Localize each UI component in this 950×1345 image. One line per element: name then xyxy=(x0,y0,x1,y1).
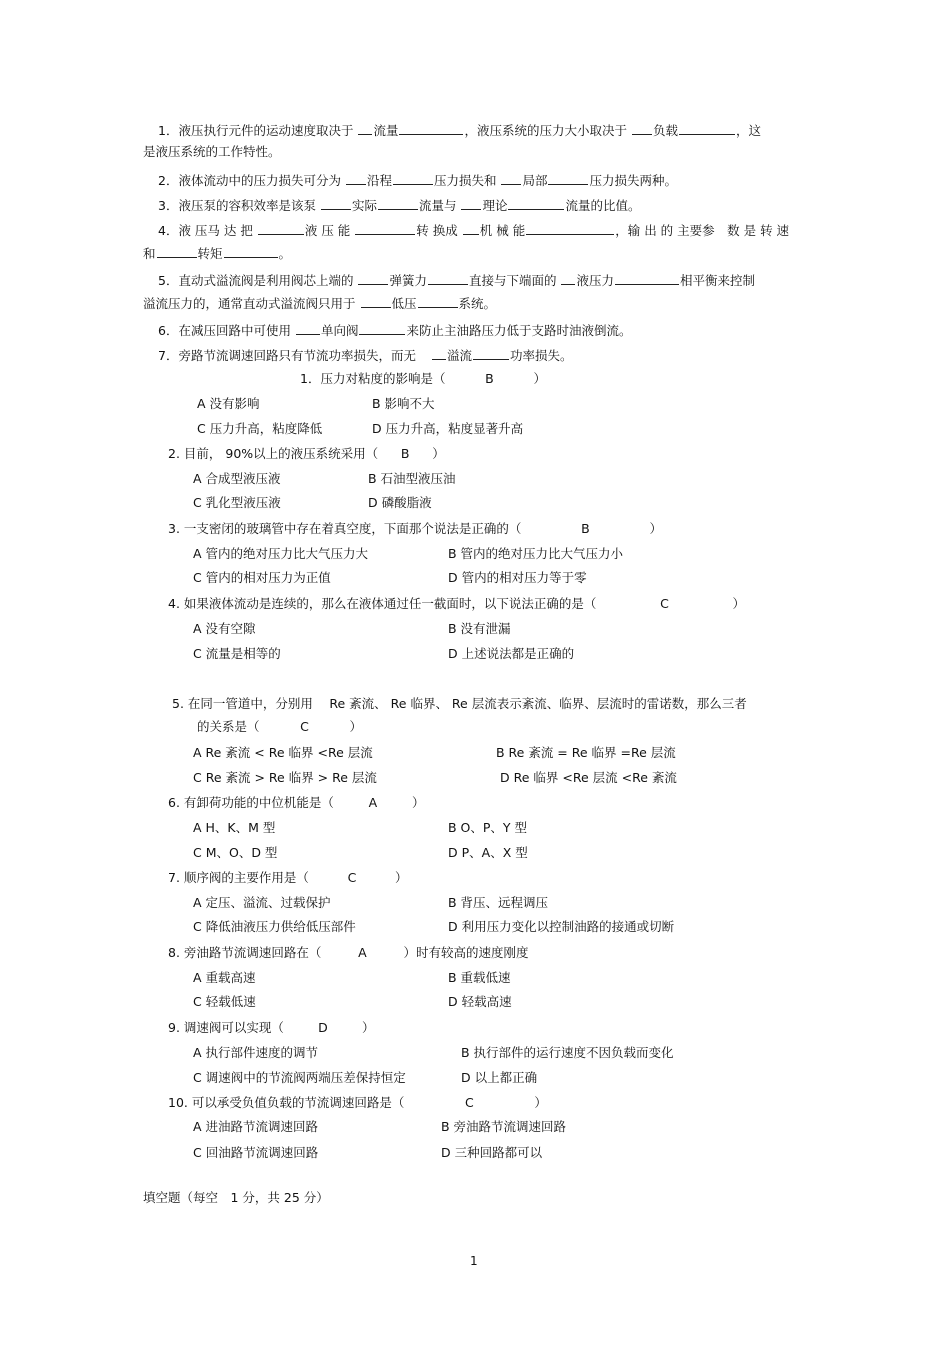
option-c: C 降低油液压力供给低压部件 xyxy=(193,919,356,934)
option-a: A 执行部件速度的调节 xyxy=(193,1045,319,1060)
choice-q9-stem: 9. 调速阀可以实现（ D ） xyxy=(168,1020,375,1035)
fill-q7: 7．旁路节流调速回路只有节流功率损失，而无 溢流 功率损失。 xyxy=(158,348,573,363)
option-c: C M、O、D 型 xyxy=(193,845,278,860)
option-d: D P、A、X 型 xyxy=(448,845,528,860)
option-a: A H、K、M 型 xyxy=(193,820,276,835)
answer-letter: C xyxy=(300,719,309,734)
option-b: B Re 紊流 = Re 临界 =Re 层流 xyxy=(496,745,676,760)
choice-q5-stem-cont: 的关系是（ C ） xyxy=(197,719,363,734)
option-b: B 管内的绝对压力比大气压力小 xyxy=(448,546,624,561)
answer-letter: C xyxy=(660,596,669,611)
option-c: C 压力升高，粘度降低 xyxy=(197,421,323,436)
option-d: D 以上都正确 xyxy=(461,1070,538,1085)
fill-q4-line2: 和 转矩 。 xyxy=(143,246,292,261)
answer-letter: C xyxy=(347,870,357,885)
answer-letter: B xyxy=(485,371,494,386)
option-b: B 旁油路节流调速回路 xyxy=(441,1119,567,1134)
option-a: A 重载高速 xyxy=(193,970,256,985)
choice-q2-stem: 2. 目前， 90%以上的液压系统采用（ B ） xyxy=(168,446,445,461)
option-c: C 流量是相等的 xyxy=(193,646,281,661)
option-d: D 利用压力变化以控制油路的接通或切断 xyxy=(448,919,675,934)
fill-q6: 6．在减压回路中可使用 单向阀 来防止主油路压力低于支路时油液倒流。 xyxy=(158,323,632,338)
option-a: A 没有影响 xyxy=(197,396,260,411)
option-d: D 轻载高速 xyxy=(448,994,512,1009)
option-a: A Re 紊流 < Re 临界 <Re 层流 xyxy=(193,745,373,760)
fill-q1-line2: 是液压系统的工作特性。 xyxy=(143,144,281,159)
choice-q7-stem: 7. 顺序阀的主要作用是（ C ） xyxy=(168,870,408,885)
page-number: 1 xyxy=(470,1254,478,1268)
option-b: B O、P、Y 型 xyxy=(448,820,528,835)
fill-q4-line1: 4．液 压马 达 把 液 压 能 转 换成 机 械 能 ，输 出 的 主要参 数 是 转 速 xyxy=(158,223,790,238)
option-b: B 影响不大 xyxy=(372,396,435,411)
option-c: C Re 紊流 > Re 临界 > Re 层流 xyxy=(193,770,377,785)
option-c: C 调速阀中的节流阀两端压差保持恒定 xyxy=(193,1070,406,1085)
option-d: D 管内的相对压力等于零 xyxy=(448,570,587,585)
option-d: D 三种回路都可以 xyxy=(441,1145,543,1160)
choice-q1-stem: 1．压力对粘度的影响是（ B ） xyxy=(300,371,546,386)
option-b: B 执行部件的运行速度不因负载而变化 xyxy=(461,1045,674,1060)
option-c: C 管内的相对压力为正值 xyxy=(193,570,331,585)
fill-q5-line1: 5．直动式溢流阀是利用阀芯上端的 弹簧力 直接与下端面的 液压力 相平衡来控制 xyxy=(158,273,755,288)
option-d: D 上述说法都是正确的 xyxy=(448,646,575,661)
option-a: A 进油路节流调速回路 xyxy=(193,1119,319,1134)
option-a: A 定压、溢流、过载保护 xyxy=(193,895,331,910)
fill-q3: 3．液压泵的容积效率是该泵 实际 流量与 理论 流量的比值。 xyxy=(158,198,641,213)
answer-letter: A xyxy=(358,945,367,960)
option-b: B 重载低速 xyxy=(448,970,511,985)
option-c: C 乳化型液压液 xyxy=(193,495,281,510)
choice-q5-stem: 5. 在同一管道中，分别用 Re 紊流、 Re 临界、 Re 层流表示紊流、临界、层流时的雷诺数，那么三者 xyxy=(172,696,747,711)
choice-q8-stem: 8. 旁油路节流调速回路在（ A ）时有较高的速度刚度 xyxy=(168,945,529,960)
fill-q2: 2．液体流动中的压力损失可分为 沿程 压力损失和 局部 压力损失两种。 xyxy=(158,173,677,188)
answer-letter: B xyxy=(400,446,410,461)
option-a: A 合成型液压液 xyxy=(193,471,281,486)
option-c: C 轻载低速 xyxy=(193,994,256,1009)
option-b: B 没有泄漏 xyxy=(448,621,511,636)
choice-q3-stem: 3. 一支密闭的玻璃管中存在着真空度，下面那个说法是正确的（ B ） xyxy=(168,521,662,536)
fill-q5-line2: 溢流压力的，通常直动式溢流阀只用于 低压 系统。 xyxy=(143,296,497,311)
fill-q1-line1: 1．液压执行元件的运动速度取决于 流量 ，液压系统的压力大小取决于 负载 ，这 xyxy=(158,123,761,138)
choice-q4-stem: 4. 如果液体流动是连续的，那么在液体通过任一截面时，以下说法正确的是（ C ） xyxy=(168,596,745,611)
option-b: B 石油型液压油 xyxy=(368,471,456,486)
option-b: B 背压、远程调压 xyxy=(448,895,549,910)
option-c: C 回油路节流调速回路 xyxy=(193,1145,319,1160)
answer-letter: C xyxy=(465,1095,474,1110)
option-d: D Re 临界 <Re 层流 <Re 紊流 xyxy=(500,770,677,785)
answer-letter: B xyxy=(581,521,590,536)
choice-q10-stem: 10. 可以承受负值负载的节流调速回路是（ C ） xyxy=(168,1095,547,1110)
section-heading: 填空题（每空 1 分，共 25 分） xyxy=(143,1190,329,1205)
answer-letter: D xyxy=(318,1020,328,1035)
option-a: A 没有空隙 xyxy=(193,621,256,636)
option-d: D 磷酸脂液 xyxy=(368,495,432,510)
answer-letter: A xyxy=(368,795,378,810)
option-a: A 管内的绝对压力比大气压力大 xyxy=(193,546,369,561)
option-d: D 压力升高，粘度显著升高 xyxy=(372,421,524,436)
choice-q6-stem: 6. 有卸荷功能的中位机能是（ A ） xyxy=(168,795,425,810)
